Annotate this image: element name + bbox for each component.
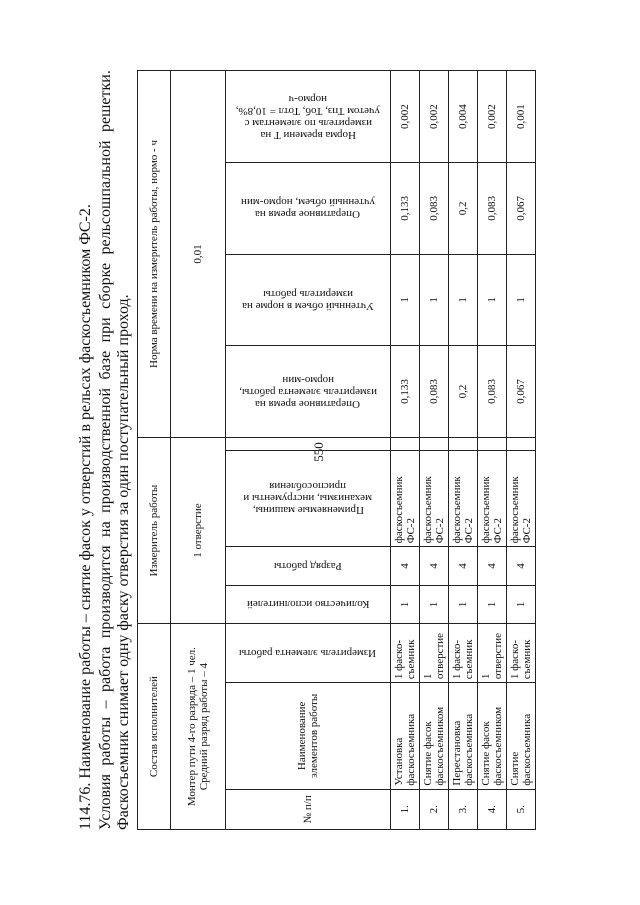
conditions-word: работа [97,646,114,692]
row-num: 3. [449,789,478,829]
row-count: 1 [391,585,420,624]
norm-table [137,70,536,830]
table-row [391,71,420,830]
row-count: 1 [507,585,536,624]
row-volume: 1 [449,254,478,346]
row-name: Перестановка фаскосъемника [449,683,478,789]
row-spacer [449,437,478,450]
row-spacer [507,437,536,450]
row-optime-vol: 0,083 [478,163,507,255]
row-norm-t: 0,004 [449,71,478,163]
conditions-word: на [97,521,114,537]
conditions-word: Условия [97,774,114,830]
rotated-sheet [65,70,585,830]
conditions-word: производится [97,545,114,639]
conditions-word: производственной [97,387,114,513]
header-optime [226,346,391,438]
header-optime-text: Оперативное время на измеритель элемента работы, нормо-мин [239,373,377,410]
row-machine: фаскосъемник ФС-2 [420,450,449,546]
row-norm-t: 0,002 [420,71,449,163]
row-num: 5. [507,789,536,829]
header-machines [226,450,391,546]
row-name: Снятие фасок фаскосъемником [420,683,449,789]
row-grade: 4 [449,547,478,586]
row-num: 1. [391,789,420,829]
header-grade [226,547,391,586]
row-grade: 4 [420,547,449,586]
row-optime: 0,2 [449,346,478,438]
row-count: 1 [420,585,449,624]
header-row-values [171,71,226,830]
header-row-top [138,71,171,830]
header-grade-text: Разряд работы [274,559,342,572]
row-machine: фаскосъемник ФС-2 [391,450,420,546]
row-grade: 4 [507,547,536,586]
row-norm-t: 0,001 [507,71,536,163]
row-num: 4. [478,789,507,829]
row-machine: фаскосъемник ФС-2 [507,450,536,546]
row-meas: 1 отверстие [420,624,449,683]
row-optime-vol: 0,133 [391,163,420,255]
row-count: 1 [478,585,507,624]
header-name: Наименование элементов работы [226,683,391,789]
conditions-word: решетки. [97,70,114,132]
row-optime-vol: 0,067 [507,163,536,255]
row-name: Снятие фасок фаскосъемником [478,683,507,789]
header-norm-t-text: Норма времени Т на измеритель по элементам с учетом Тпз, Тоб, Тотл = 10,8%, нормо-ч [235,92,381,141]
row-optime: 0,133 [391,346,420,438]
header-izmeritel: Измеритель работы [138,437,171,623]
row-optime: 0,083 [478,346,507,438]
row-volume: 1 [391,254,420,346]
row-name: Снятие фаскосъемника [507,683,536,789]
row-num: 2. [420,789,449,829]
row-count: 1 [449,585,478,624]
work-conditions [97,70,115,830]
table-row [507,71,536,830]
row-spacer [420,437,449,450]
header-norm-t [226,71,391,163]
header-volume-text: Учтенный объем в норме на измеритель работы [242,287,374,312]
row-machine: фаскосъемник ФС-2 [478,450,507,546]
row-name: Установка фаскосъемника [391,683,420,789]
work-conditions-line2: Фаскосъемник снимает одну фаску отверстия за один поступательный проход. [115,294,132,830]
conditions-word: при [97,317,114,343]
table-row [449,71,478,830]
row-spacer [391,437,420,450]
header-machines-text: Применяемые машины, механизмы, инструменты и приспособления [243,480,373,517]
row-norm-t: 0,002 [478,71,507,163]
header-count-text: Количество исполнителей [246,598,370,611]
header-num: № п/п [226,789,391,829]
row-spacer [478,437,507,450]
header-row-columns [226,71,391,830]
header-count [226,585,391,624]
conditions-word: сборке [97,262,114,309]
row-norm-t: 0,002 [391,71,420,163]
row-grade: 4 [478,547,507,586]
row-meas: 1 отверстие [478,624,507,683]
header-meas [226,624,391,683]
izmeritel-value: 1 отверстие [171,437,226,623]
norma-value: 0,01 [171,71,226,438]
row-machine: фаскосъемник ФС-2 [449,450,478,546]
header-volume [226,254,391,346]
row-meas: 1 фаско-съемник [507,624,536,683]
row-grade: 4 [391,547,420,586]
conditions-word: рельсошпальной [97,140,114,255]
header-spacer [226,437,391,450]
row-volume: 1 [420,254,449,346]
conditions-word: базе [97,350,114,380]
header-norma: Норма времени на измеритель работы, нормо - ч [138,71,171,438]
table-row [420,71,449,830]
row-meas: 1 фаско-съемник [391,624,420,683]
row-optime-vol: 0,083 [420,163,449,255]
header-optime-vol-text: Оперативное время на учтенный объем, нормо-мин [241,196,375,221]
conditions-word: работы [97,716,114,766]
row-optime: 0,083 [420,346,449,438]
header-optime-vol [226,163,391,255]
page-number: 550 [310,442,326,462]
row-meas: 1 фаско-съемник [449,624,478,683]
row-volume: 1 [507,254,536,346]
sostav-value: Монтер пути 4-го разряда – 1 чел. Средний разряд работы – 4 [171,624,226,830]
row-optime: 0,067 [507,346,536,438]
row-volume: 1 [478,254,507,346]
row-optime-vol: 0,2 [449,163,478,255]
table-row [478,71,507,830]
conditions-word: – [97,700,114,709]
header-sostav: Состав исполнителей [138,624,171,830]
work-title: 114.76. Наименование работы – снятие фасок у отверстий в рельсах фаскосъемником ФС-2. [77,204,94,830]
header-meas-text: Измеритель элемента работы [239,647,377,660]
